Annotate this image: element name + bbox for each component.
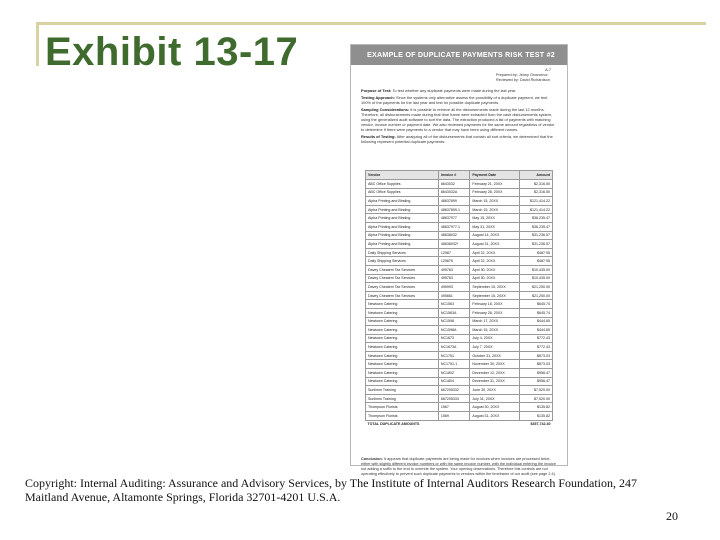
cell-vendor: Alpha Printing and Binding [366, 240, 439, 249]
cell-amount: $31,236.57 [520, 240, 553, 249]
table-row [366, 257, 553, 266]
cell-invoice: 667205333 [438, 394, 470, 403]
cell-vendor: Alpha Printing and Binding [366, 197, 439, 206]
total-label: TOTAL DUPLICATE AMOUNTS [367, 422, 420, 427]
duplicate-payments-table [365, 170, 553, 428]
cell-vendor: Newtown Catering [366, 351, 439, 360]
cell-payment-date: March 15, 20XX [470, 326, 520, 335]
cell-invoice: NC1673A [438, 343, 470, 352]
document-image [350, 44, 568, 476]
table-row [366, 403, 553, 412]
cell-invoice: 495763 [438, 274, 470, 283]
cell-amount: $135.82 [520, 412, 553, 421]
cell-invoice: 8643032 [438, 180, 470, 189]
table-row [366, 291, 553, 300]
cell-amount: $956.47 [520, 369, 553, 378]
cell-vendor: Newtown Catering [366, 326, 439, 335]
cell-vendor: Sunlimm Training [366, 394, 439, 403]
cell-vendor: Newtown Catering [366, 300, 439, 309]
cell-vendor: Alpha Printing and Binding [366, 205, 439, 214]
cell-payment-date: July 4, 20XX [470, 334, 520, 343]
section-purpose: Purpose of Test: To test whether any duplicate payments were made during the last year. [361, 88, 517, 93]
cell-invoice: 1567 [438, 403, 470, 412]
cell-payment-date: March 15, 20XX [470, 205, 520, 214]
cell-amount: $121,414.22 [520, 205, 553, 214]
cell-vendor: ABC Office Supplies [366, 188, 439, 197]
cell-payment-date: April 22, 20XX [470, 248, 520, 257]
cell-amount: $31,236.57 [520, 231, 553, 240]
table-row [366, 326, 553, 335]
col-invoice: Invoice # [438, 171, 470, 180]
cell-amount: $487.95 [520, 248, 553, 257]
cell-invoice: NC1563A [438, 308, 470, 317]
cell-invoice: NC1804 [438, 377, 470, 386]
cell-payment-date: June 30, 20XX [470, 386, 520, 395]
cell-payment-date: April 30, 20XX [470, 265, 520, 274]
table-row [366, 377, 553, 386]
cell-vendor: Alpha Printing and Binding [366, 222, 439, 231]
table-row [366, 265, 553, 274]
cell-amount: $2,316.50 [520, 188, 553, 197]
table-row [366, 351, 553, 360]
cell-vendor: Daily Shipping Services [366, 257, 439, 266]
table-row [366, 188, 553, 197]
table-row [366, 300, 553, 309]
cell-vendor: Newtown Catering [366, 334, 439, 343]
document-meta [496, 68, 551, 83]
cell-vendor: Davey Cheatem Tax Services [366, 265, 439, 274]
table-row [366, 334, 553, 343]
section-results: Results of Testing: After analyzing all of the disbursements that contain all sort criteria, we determined that the following represent potential duplicate payments: [361, 134, 553, 145]
cell-invoice: NC1563 [438, 300, 470, 309]
cell-vendor: Thompson Florists [366, 403, 439, 412]
section-sampling: Sampling Considerations: It is possible to retrieve all the disbursements made during the last 12 months. Therefore, all disbursements made during that time frame were extracted from the cash disbursements system, using the generalized audit software to sort the data. The extraction produced a list of payments with matching vendor, invoice number or payment date. We also reviewed payments for the same amount regardless of vendor to determine if there were payments to a vendor that may have been using different names. [361, 106, 555, 133]
cell-amount: $10,435.00 [520, 265, 553, 274]
cell-payment-date: May 31, 20XX [470, 222, 520, 231]
document-ref: A-7 [545, 68, 551, 72]
cell-invoice: 495661 [438, 291, 470, 300]
cell-payment-date: March 15, 20XX [470, 197, 520, 206]
cell-invoice: 48637977-1 [438, 222, 470, 231]
cell-invoice: NC1598 [438, 317, 470, 326]
cell-amount: $772.43 [520, 334, 553, 343]
cell-payment-date: December 12, 20XX [470, 369, 520, 378]
cell-amount: $956.47 [520, 377, 553, 386]
cell-amount: $444.65 [520, 317, 553, 326]
cell-vendor: Davey Cheatem Tax Services [366, 291, 439, 300]
cell-amount: $873.03 [520, 351, 553, 360]
prepared-by: Prepared by: Jenny Grosvenor [496, 73, 548, 77]
table-row [366, 394, 553, 403]
table-row [366, 343, 553, 352]
total-value: $357,742.40 [530, 422, 551, 427]
cell-payment-date: April 30, 20XX [470, 274, 520, 283]
cell-invoice: 495763 [438, 265, 470, 274]
cell-payment-date: February 28, 20XX [470, 188, 520, 197]
cell-invoice: 48637977 [438, 214, 470, 223]
cell-payment-date: February 28, 20XX [470, 308, 520, 317]
cell-amount: $7,520.00 [520, 386, 553, 395]
cell-amount: $645.74 [520, 308, 553, 317]
cell-invoice: 1569 [438, 412, 470, 421]
cell-vendor: Newtown Catering [366, 317, 439, 326]
cell-amount: $645.74 [520, 300, 553, 309]
cell-vendor: Daily Shipping Services [366, 248, 439, 257]
cell-payment-date: February 21, 20XX [470, 180, 520, 189]
cell-vendor: Sunlimm Training [366, 386, 439, 395]
cell-invoice: 48638032 [438, 231, 470, 240]
cell-vendor: Newtown Catering [366, 377, 439, 386]
frame-left-rule [36, 22, 39, 66]
cell-invoice: NC1598A [438, 326, 470, 335]
cell-amount: $21,250.00 [520, 291, 553, 300]
cell-amount: $10,435.00 [520, 274, 553, 283]
cell-invoice: 8643032A [438, 188, 470, 197]
reviewed-by: Reviewed by: David Richardson [496, 78, 550, 82]
cell-invoice: NC1751 [438, 351, 470, 360]
col-amount: Amount [520, 171, 553, 180]
cell-vendor: Newtown Catering [366, 308, 439, 317]
table-row [366, 205, 553, 214]
cell-invoice: NC1802 [438, 369, 470, 378]
table-header-row [366, 171, 553, 180]
cell-payment-date: May 15, 20XX [470, 214, 520, 223]
cell-payment-date: August 31, 20XX [470, 240, 520, 249]
cell-payment-date: April 22, 20XX [470, 257, 520, 266]
table-row [366, 386, 553, 395]
cell-amount: $487.95 [520, 257, 553, 266]
cell-amount: $873.03 [520, 360, 553, 369]
total-row [366, 420, 553, 428]
cell-amount: $7,520.00 [520, 394, 553, 403]
cell-invoice: NC1751-1 [438, 360, 470, 369]
cell-payment-date: August 14, 20XX [470, 231, 520, 240]
table-row [366, 214, 553, 223]
cell-payment-date: August 31, 20XX [470, 412, 520, 421]
slide-title: Exhibit 13-17 [45, 30, 299, 74]
table-row [366, 283, 553, 292]
cell-invoice: 667205332 [438, 386, 470, 395]
cell-invoice: 495993 [438, 283, 470, 292]
table-row [366, 412, 553, 421]
table-row [366, 180, 553, 189]
table-row [366, 317, 553, 326]
cell-amount: $135.82 [520, 403, 553, 412]
cell-vendor: Alpha Printing and Binding [366, 214, 439, 223]
cell-amount: $36,235.47 [520, 214, 553, 223]
cell-payment-date: July 7, 20XX [470, 343, 520, 352]
cell-payment-date: December 31, 20XX [470, 377, 520, 386]
cell-vendor: ABC Office Supplies [366, 180, 439, 189]
document-body [361, 88, 557, 146]
cell-amount: $772.43 [520, 343, 553, 352]
table-row [366, 369, 553, 378]
cell-amount: $21,250.00 [520, 283, 553, 292]
cell-amount: $121,414.22 [520, 197, 553, 206]
document-conclusion: Conclusion: It appears that duplicate payments are being made for invoices when invoices are processed twice, either with slightly different invoice numbers or with the same invoice number, with the individual entering the invoice not adding a suffix to the end to override the system. Your opening observations. Therefore this controls are not operating effectively to prevent such duplicate payments to vendors within the timeframe of our audit (see page 2.4). [361, 457, 556, 476]
cell-amount: $444.65 [520, 326, 553, 335]
cell-payment-date: November 30, 20XX [470, 360, 520, 369]
col-payment-date: Payment Date [470, 171, 520, 180]
cell-payment-date: August 30, 20XX [470, 403, 520, 412]
cell-payment-date: September 15, 20XX [470, 283, 520, 292]
table-row [366, 274, 553, 283]
cell-invoice: 48638032* [438, 240, 470, 249]
cell-vendor: Alpha Printing and Binding [366, 231, 439, 240]
cell-amount: $2,316.50 [520, 180, 553, 189]
table-row [366, 308, 553, 317]
cell-invoice: 12587 [438, 248, 470, 257]
page-number: 20 [666, 509, 678, 523]
cell-vendor: Newtown Catering [366, 369, 439, 378]
table-row [366, 222, 553, 231]
cell-payment-date: October 31, 20XX [470, 351, 520, 360]
cell-invoice: 12587K [438, 257, 470, 266]
cell-vendor: Newtown Catering [366, 343, 439, 352]
table-row [366, 240, 553, 249]
cell-invoice: 48637899-1 [438, 205, 470, 214]
cell-invoice: NC1673 [438, 334, 470, 343]
cell-payment-date: July 31, 20XX [470, 394, 520, 403]
document-header: EXAMPLE OF DUPLICATE PAYMENTS RISK TEST #2 [351, 45, 567, 65]
cell-payment-date: September 15, 20XX [470, 291, 520, 300]
cell-vendor: Davey Cheatem Tax Services [366, 283, 439, 292]
copyright-caption: Copyright: Internal Auditing: Assurance and Advisory Services, by The Institute of Internal Auditors Research Foundation, 247 Maitland Avenue, Altamonte Springs, Florida 32701-4201 U.S.A. [25, 476, 638, 504]
section-approach: Testing Approach: Since the systems only alternative assess the possibility of a duplicate payment, we test 100% of the payments for the last year and test for possible duplicate payments. [361, 94, 548, 105]
table-row [366, 248, 553, 257]
frame-top-rule [36, 22, 706, 25]
cell-payment-date: March 17, 20XX [470, 317, 520, 326]
table-row [366, 360, 553, 369]
table-row [366, 231, 553, 240]
cell-payment-date: February 18, 20XX [470, 300, 520, 309]
cell-vendor: Newtown Catering [366, 360, 439, 369]
table-row [366, 197, 553, 206]
cell-amount: $36,235.47 [520, 222, 553, 231]
cell-vendor: Thompson Florists [366, 412, 439, 421]
cell-invoice: 48637899 [438, 197, 470, 206]
cell-vendor: Davey Cheatem Tax Services [366, 274, 439, 283]
col-vendor: Vendor [366, 171, 439, 180]
payments-table-wrap [365, 170, 553, 428]
